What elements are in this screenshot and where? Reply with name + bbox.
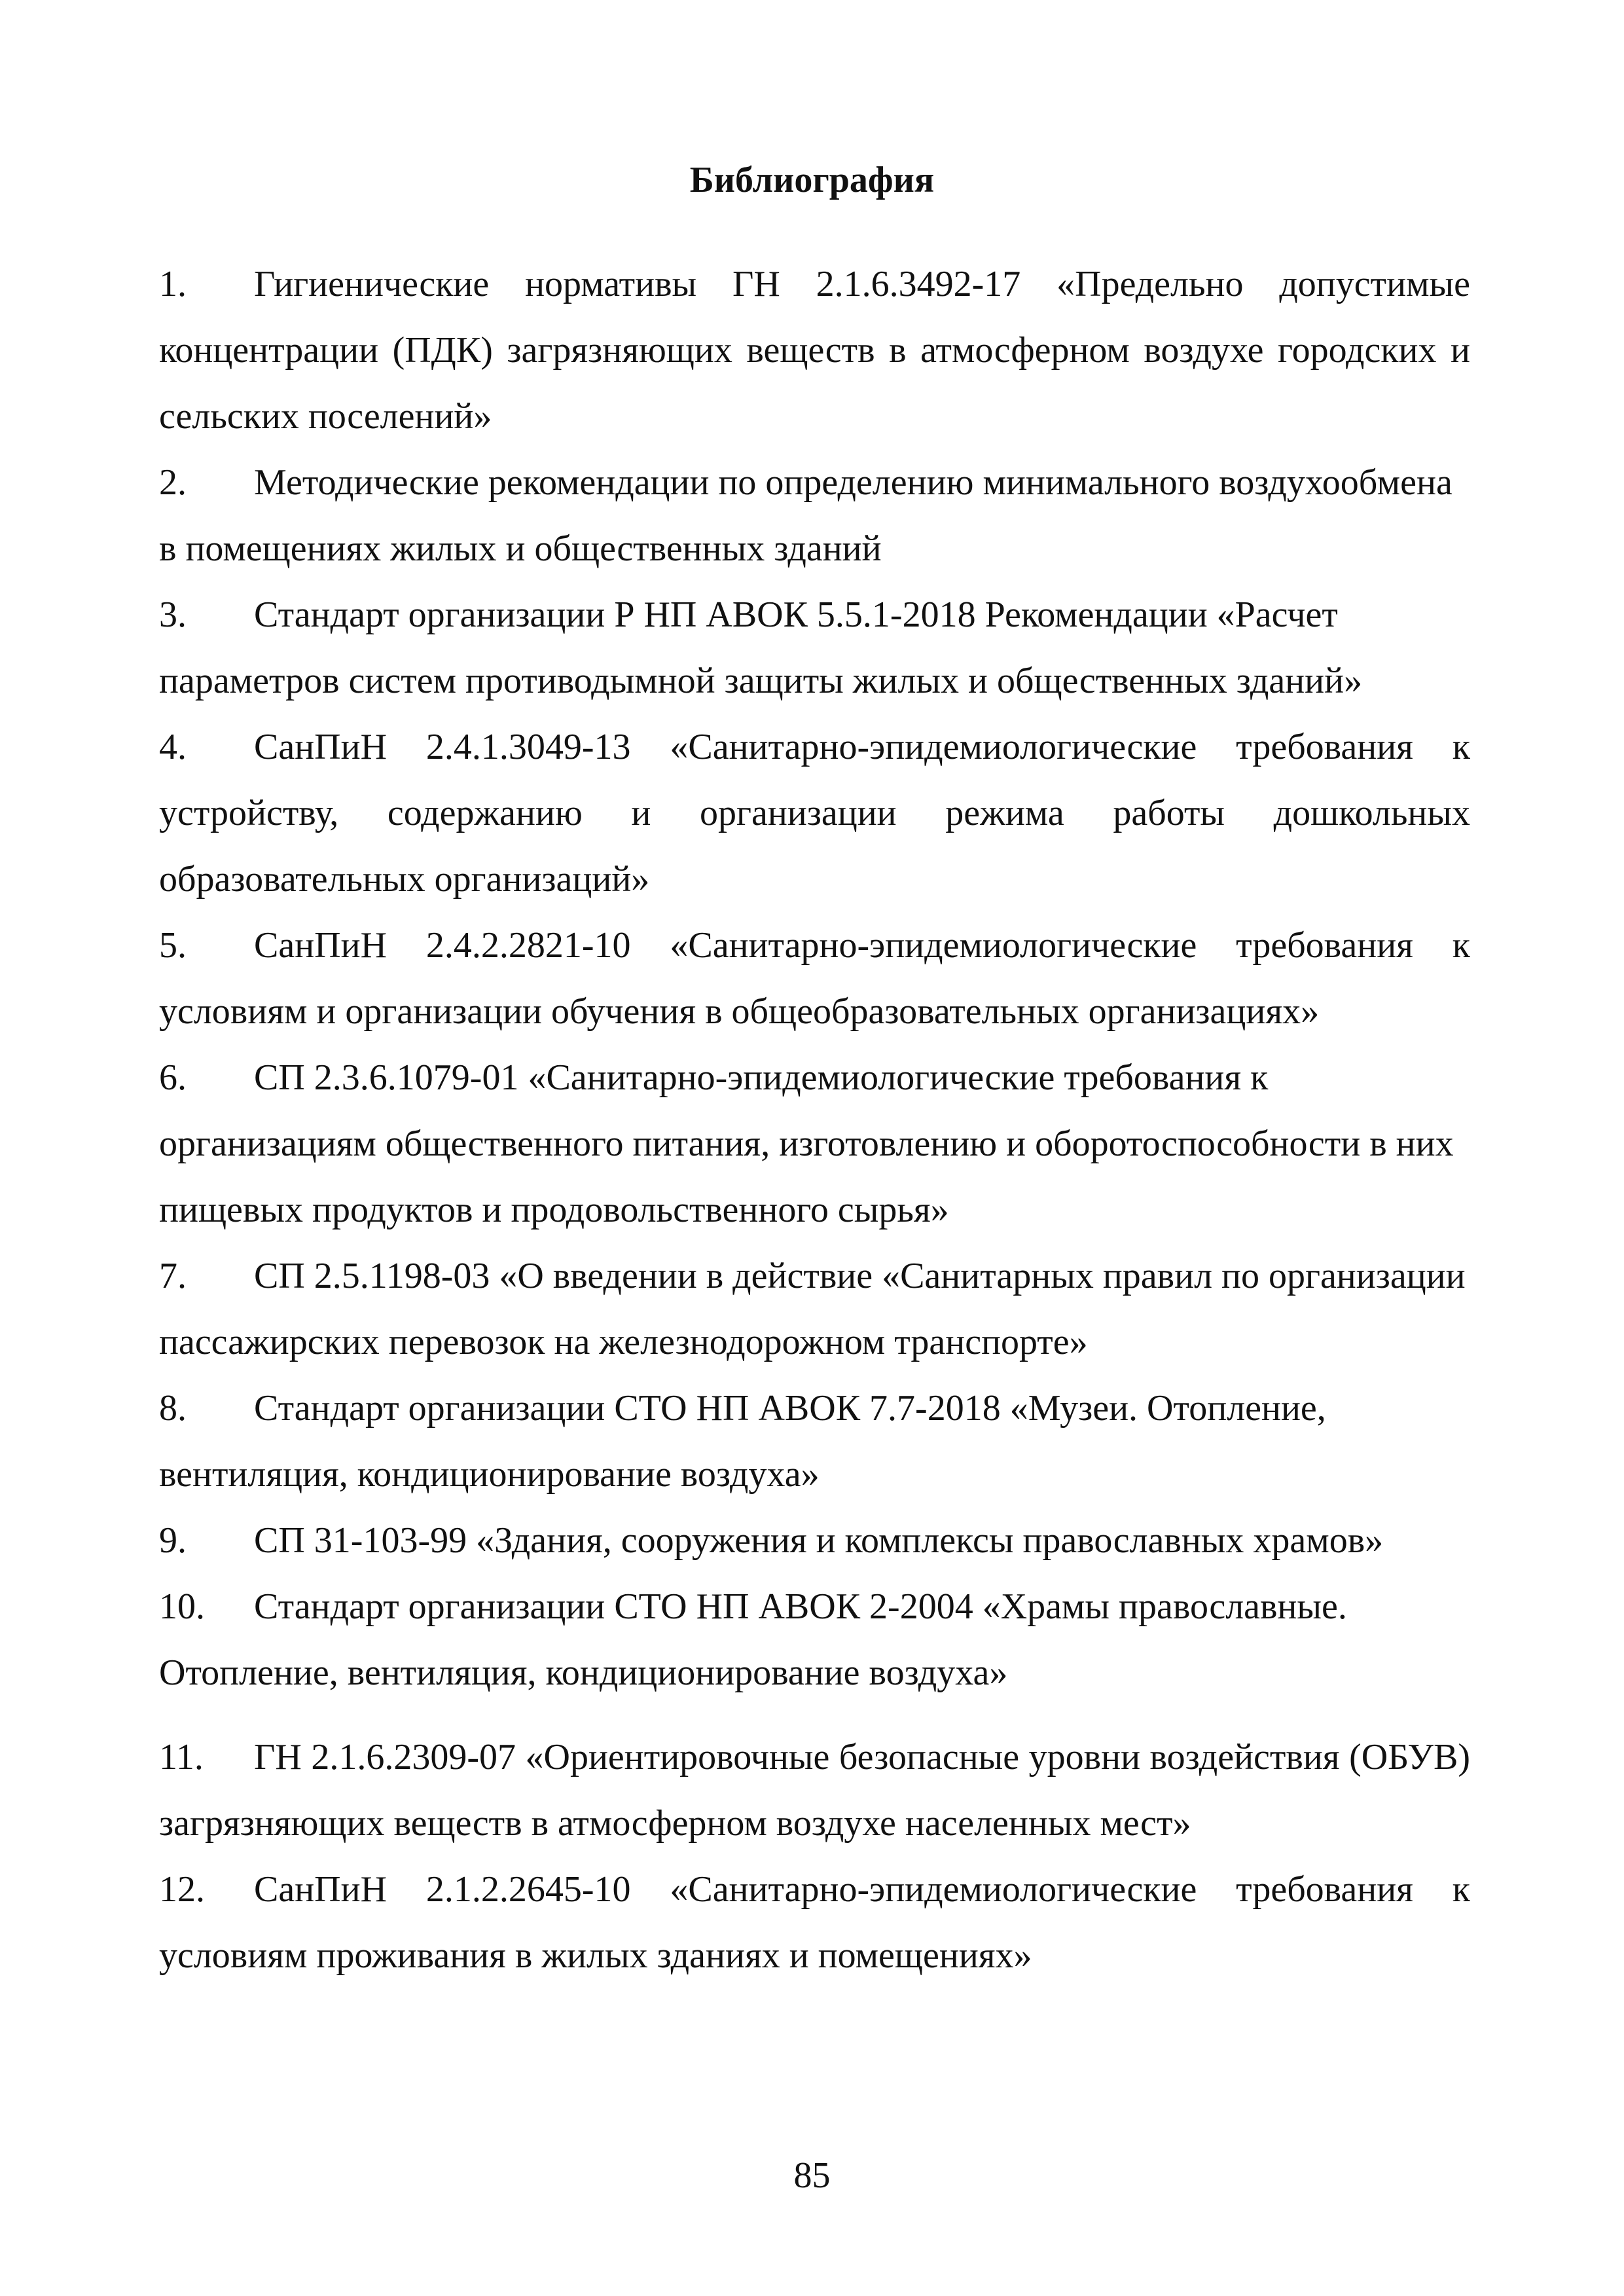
- entry-number: 4.: [159, 727, 187, 767]
- bibliography-entry: [159, 1574, 1470, 1706]
- entry-number: 3.: [159, 594, 187, 635]
- entry-number: 10.: [159, 1586, 205, 1627]
- entry-text: СанПиН 2.4.1.3049-13 «Санитарно-эпидемиологические требования к устройству, содержанию и организации режима работы дошкольных образовательных организаций»: [159, 727, 1470, 900]
- entry-number: 1.: [159, 264, 187, 304]
- entry-text: СП 2.3.6.1079-01 «Санитарно-эпидемиологические требования к организациям общественного питания, изготовлению и оборотоспособности в них пищевых продуктов и продовольственного сырья»: [159, 1057, 1454, 1230]
- bibliography-title: Библиография: [689, 160, 935, 200]
- entry-number: 5.: [159, 925, 187, 966]
- bibliography-entry: [159, 450, 1470, 582]
- entry-text: Стандарт организации СТО НП АВОК 2-2004 «Храмы православные. Отопление, вентиляция, кондиционирование воздуха»: [159, 1586, 1347, 1693]
- entry-number: 11.: [159, 1737, 204, 1777]
- bibliography-list: [159, 251, 1470, 1989]
- entry-number: 12.: [159, 1869, 205, 1910]
- entry-text: Гигиенические нормативы ГН 2.1.6.3492-17 «Предельно допустимые концентрации (ПДК) загрязняющих веществ в атмосферном воздухе городских и сельских поселений»: [159, 264, 1470, 437]
- entry-text: СП 2.5.1198-03 «О введении в действие «Санитарных правил по организации пассажирских перевозок на железнодорожном транспорте»: [159, 1256, 1466, 1362]
- entry-text: Методические рекомендации по определению минимального воздухообмена в помещениях жилых и общественных зданий: [159, 462, 1453, 569]
- entry-number: 2.: [159, 462, 187, 503]
- entry-number: 9.: [159, 1520, 187, 1561]
- bibliography-entry: [159, 1045, 1470, 1243]
- entry-text: СП 31-103-99 «Здания, сооружения и комплексы православных храмов»: [254, 1520, 1384, 1561]
- bibliography-entry: [159, 1243, 1470, 1376]
- bibliography-entry: [159, 913, 1470, 1045]
- bibliography-entry: [159, 582, 1470, 714]
- bibliography-entry: [159, 1376, 1470, 1508]
- bibliography-entry: [159, 251, 1470, 450]
- bibliography-entry: [159, 1857, 1470, 1989]
- entry-text: ГН 2.1.6.2309-07 «Ориентировочные безопасные уровни воздействия (ОБУВ) загрязняющих веществ в атмосферном воздухе населенных мест»: [159, 1737, 1470, 1844]
- entry-text: СанПиН 2.4.2.2821-10 «Санитарно-эпидемиологические требования к условиям и организации обучения в общеобразовательных организациях»: [159, 925, 1470, 1032]
- page-number: 85: [793, 2155, 831, 2196]
- entry-number: 8.: [159, 1388, 187, 1429]
- entry-number: 6.: [159, 1057, 187, 1098]
- entry-text: Стандарт организации СТО НП АВОК 7.7-2018 «Музеи. Отопление, вентиляция, кондиционирование воздуха»: [159, 1388, 1326, 1495]
- bibliography-entry: [159, 1724, 1470, 1857]
- entry-number: 7.: [159, 1256, 187, 1296]
- bibliography-entry: [159, 1508, 1470, 1574]
- entry-text: Стандарт организации Р НП АВОК 5.5.1-2018 Рекомендации «Расчет параметров систем противодымной защиты жилых и общественных зданий»: [159, 594, 1363, 701]
- entry-text: СанПиН 2.1.2.2645-10 «Санитарно-эпидемиологические требования к условиям проживания в жилых зданиях и помещениях»: [159, 1869, 1470, 1976]
- bibliography-entry: [159, 714, 1470, 913]
